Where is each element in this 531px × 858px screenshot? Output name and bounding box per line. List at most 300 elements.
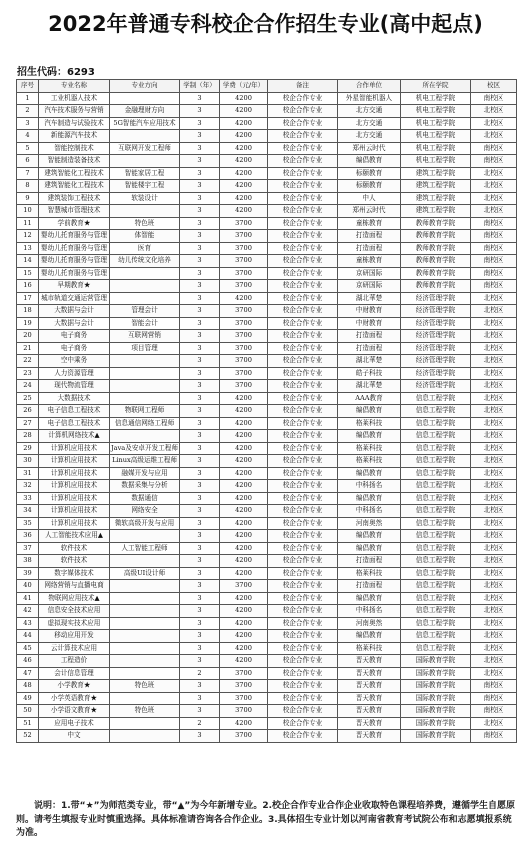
- cell-major: 建筑智能化工程技术: [39, 167, 110, 180]
- cell-index: 1: [17, 92, 39, 105]
- cell-direction: 智能家居工程: [110, 167, 180, 180]
- cell-duration: 3: [180, 292, 220, 305]
- cell-major: 城市轨道交通运营管理: [39, 292, 110, 305]
- table-row: [17, 467, 517, 480]
- table-row: [17, 530, 517, 543]
- cell-partner: 皓子科技: [338, 367, 401, 380]
- table-row: [17, 280, 517, 293]
- cell-college: 信息工程学院: [401, 555, 471, 568]
- cell-partner: 格莱科技: [338, 455, 401, 468]
- cell-college: 教师教育学院: [401, 255, 471, 268]
- cell-duration: 3: [180, 192, 220, 205]
- cell-remark: 校企合作专业: [268, 492, 338, 505]
- cell-major: 中文: [39, 730, 110, 743]
- cell-duration: 3: [180, 542, 220, 555]
- cell-major: 现代物流管理: [39, 380, 110, 393]
- cell-index: 50: [17, 705, 39, 718]
- cell-campus: 北校区: [471, 330, 517, 343]
- cell-campus: 北校区: [471, 567, 517, 580]
- cell-remark: 校企合作专业: [268, 455, 338, 468]
- cell-remark: 校企合作专业: [268, 342, 338, 355]
- cell-remark: 校企合作专业: [268, 405, 338, 418]
- cell-duration: 3: [180, 342, 220, 355]
- cell-index: 47: [17, 667, 39, 680]
- table-row: [17, 542, 517, 555]
- cell-tuition: 4200: [220, 542, 268, 555]
- cell-tuition: 4200: [220, 405, 268, 418]
- cell-campus: 北校区: [471, 617, 517, 630]
- cell-major: 云计算技术应用: [39, 642, 110, 655]
- cell-tuition: 4200: [220, 417, 268, 430]
- cell-major: 网络营销与直播电商: [39, 580, 110, 593]
- cell-tuition: 4200: [220, 555, 268, 568]
- cell-remark: 校企合作专业: [268, 480, 338, 493]
- cell-duration: 3: [180, 217, 220, 230]
- cell-direction: 智能楼宇工程: [110, 180, 180, 193]
- cell-remark: 校企合作专业: [268, 655, 338, 668]
- cell-remark: 校企合作专业: [268, 380, 338, 393]
- table-row: [17, 355, 517, 368]
- table-header-row: [17, 80, 517, 93]
- table-row: [17, 655, 517, 668]
- cell-major: 汽车制造与试验技术: [39, 117, 110, 130]
- cell-duration: 2: [180, 717, 220, 730]
- cell-direction: 幼儿传统文化培养: [110, 255, 180, 268]
- cell-tuition: 4200: [220, 505, 268, 518]
- cell-college: 机电工程学院: [401, 117, 471, 130]
- cell-direction: [110, 205, 180, 218]
- table-row: [17, 92, 517, 105]
- cell-tuition: 3700: [220, 580, 268, 593]
- cell-partner: 中科扬名: [338, 480, 401, 493]
- cell-remark: 校企合作专业: [268, 305, 338, 318]
- cell-tuition: 4200: [220, 92, 268, 105]
- cell-index: 45: [17, 642, 39, 655]
- cell-tuition: 3700: [220, 317, 268, 330]
- cell-tuition: 3700: [220, 705, 268, 718]
- cell-partner: 标颐教育: [338, 180, 401, 193]
- cell-tuition: 4200: [220, 630, 268, 643]
- cell-college: 国际教育学院: [401, 667, 471, 680]
- cell-major: 计算机应用技术: [39, 467, 110, 480]
- cell-index: 43: [17, 617, 39, 630]
- cell-duration: 3: [180, 392, 220, 405]
- cell-campus: 北校区: [471, 117, 517, 130]
- cell-tuition: 3700: [220, 680, 268, 693]
- cell-duration: 3: [180, 105, 220, 118]
- table-row: [17, 392, 517, 405]
- cell-remark: 校企合作专业: [268, 117, 338, 130]
- table-row: [17, 167, 517, 180]
- cell-remark: 校企合作专业: [268, 292, 338, 305]
- cell-college: 教师教育学院: [401, 267, 471, 280]
- cell-index: 2: [17, 105, 39, 118]
- table-row: [17, 430, 517, 443]
- cell-direction: [110, 630, 180, 643]
- cell-tuition: 3700: [220, 342, 268, 355]
- cell-remark: 校企合作专业: [268, 530, 338, 543]
- cell-campus: 北校区: [471, 630, 517, 643]
- cell-partner: 中科扬名: [338, 505, 401, 518]
- cell-campus: 北校区: [471, 530, 517, 543]
- cell-partner: 晋天教育: [338, 705, 401, 718]
- cell-campus: 北校区: [471, 717, 517, 730]
- cell-campus: 北校区: [471, 430, 517, 443]
- cell-campus: 北校区: [471, 305, 517, 318]
- cell-college: 国际教育学院: [401, 730, 471, 743]
- cell-direction: 人工智能工程师: [110, 542, 180, 555]
- cell-campus: 北校区: [471, 392, 517, 405]
- cell-index: 39: [17, 567, 39, 580]
- cell-major: 人力资源管理: [39, 367, 110, 380]
- table-row: [17, 380, 517, 393]
- cell-direction: 特色班: [110, 217, 180, 230]
- cell-partner: 外星智能机器人: [338, 92, 401, 105]
- cell-tuition: 3700: [220, 230, 268, 243]
- cell-partner: 编倡教育: [338, 530, 401, 543]
- cell-duration: 3: [180, 617, 220, 630]
- cell-direction: [110, 642, 180, 655]
- cell-partner: 打造面程: [338, 580, 401, 593]
- cell-college: 信息工程学院: [401, 492, 471, 505]
- cell-duration: 3: [180, 167, 220, 180]
- cell-index: 4: [17, 130, 39, 143]
- cell-partner: 晋天教育: [338, 655, 401, 668]
- cell-college: 信息工程学院: [401, 517, 471, 530]
- cell-partner: 编倡教育: [338, 405, 401, 418]
- cell-tuition: 4200: [220, 492, 268, 505]
- cell-campus: 北校区: [471, 367, 517, 380]
- cell-index: 9: [17, 192, 39, 205]
- cell-index: 52: [17, 730, 39, 743]
- cell-college: 信息工程学院: [401, 580, 471, 593]
- cell-remark: 校企合作专业: [268, 317, 338, 330]
- cell-duration: 3: [180, 680, 220, 693]
- cell-major: 计算机应用技术: [39, 505, 110, 518]
- cell-college: 建筑工程学院: [401, 167, 471, 180]
- cell-major: 大数据与会计: [39, 305, 110, 318]
- table-row: [17, 292, 517, 305]
- cell-campus: 北校区: [471, 417, 517, 430]
- table-row: [17, 642, 517, 655]
- table-row: [17, 667, 517, 680]
- cell-remark: 校企合作专业: [268, 642, 338, 655]
- cell-tuition: 4200: [220, 205, 268, 218]
- cell-college: 经济管理学院: [401, 305, 471, 318]
- table-row: [17, 317, 517, 330]
- cell-remark: 校企合作专业: [268, 442, 338, 455]
- cell-index: 18: [17, 305, 39, 318]
- cell-college: 信息工程学院: [401, 530, 471, 543]
- cell-college: 信息工程学院: [401, 467, 471, 480]
- cell-campus: 北校区: [471, 492, 517, 505]
- cell-remark: 校企合作专业: [268, 367, 338, 380]
- cell-duration: 3: [180, 592, 220, 605]
- cell-partner: AAA教育: [338, 392, 401, 405]
- cell-major: 计算机网络技术▲: [39, 430, 110, 443]
- cell-tuition: 4200: [220, 142, 268, 155]
- cell-campus: 南校区: [471, 155, 517, 168]
- cell-duration: 3: [180, 180, 220, 193]
- cell-campus: 南校区: [471, 692, 517, 705]
- cell-index: 46: [17, 655, 39, 668]
- cell-duration: 3: [180, 417, 220, 430]
- header-partner: 合作单位: [338, 80, 401, 93]
- cell-remark: 校企合作专业: [268, 567, 338, 580]
- table-row: [17, 592, 517, 605]
- cell-index: 51: [17, 717, 39, 730]
- cell-index: 8: [17, 180, 39, 193]
- cell-index: 10: [17, 205, 39, 218]
- cell-campus: 北校区: [471, 667, 517, 680]
- cell-college: 国际教育学院: [401, 655, 471, 668]
- cell-partner: 晋天教育: [338, 680, 401, 693]
- cell-partner: 打造面程: [338, 330, 401, 343]
- cell-campus: 北校区: [471, 105, 517, 118]
- cell-college: 教师教育学院: [401, 280, 471, 293]
- page-title: 2022年普通专科校企合作招生专业(高中起点): [48, 12, 483, 36]
- header-direction: 专业方向: [110, 80, 180, 93]
- cell-remark: 校企合作专业: [268, 217, 338, 230]
- cell-college: 信息工程学院: [401, 480, 471, 493]
- cell-index: 13: [17, 242, 39, 255]
- cell-index: 16: [17, 280, 39, 293]
- cell-direction: 医育: [110, 242, 180, 255]
- table-row: [17, 605, 517, 618]
- cell-major: 建筑智能化工程技术: [39, 180, 110, 193]
- cell-tuition: 3700: [220, 255, 268, 268]
- cell-partner: 中科扬名: [338, 605, 401, 618]
- table-row: [17, 180, 517, 193]
- cell-index: 19: [17, 317, 39, 330]
- cell-remark: 校企合作专业: [268, 180, 338, 193]
- cell-remark: 校企合作专业: [268, 605, 338, 618]
- cell-duration: 3: [180, 242, 220, 255]
- cell-index: 31: [17, 467, 39, 480]
- cell-tuition: 3700: [220, 367, 268, 380]
- cell-campus: 北校区: [471, 542, 517, 555]
- cell-index: 27: [17, 417, 39, 430]
- cell-remark: 校企合作专业: [268, 555, 338, 568]
- table-row: [17, 580, 517, 593]
- cell-duration: 3: [180, 730, 220, 743]
- cell-duration: 3: [180, 692, 220, 705]
- table-row: [17, 155, 517, 168]
- cell-college: 信息工程学院: [401, 630, 471, 643]
- cell-duration: 3: [180, 317, 220, 330]
- cell-duration: 3: [180, 517, 220, 530]
- cell-direction: [110, 667, 180, 680]
- cell-partner: 打造面程: [338, 342, 401, 355]
- cell-partner: 标颐教育: [338, 167, 401, 180]
- cell-college: 经济管理学院: [401, 380, 471, 393]
- cell-partner: 北方交通: [338, 130, 401, 143]
- table-row: [17, 417, 517, 430]
- cell-direction: [110, 430, 180, 443]
- cell-index: 7: [17, 167, 39, 180]
- table-row: [17, 230, 517, 243]
- cell-index: 44: [17, 630, 39, 643]
- cell-campus: 南校区: [471, 705, 517, 718]
- cell-index: 20: [17, 330, 39, 343]
- cell-college: 教师教育学院: [401, 230, 471, 243]
- cell-college: 经济管理学院: [401, 355, 471, 368]
- cell-college: 建筑工程学院: [401, 205, 471, 218]
- cell-college: 教师教育学院: [401, 217, 471, 230]
- cell-campus: 南校区: [471, 680, 517, 693]
- cell-partner: 晋天教育: [338, 667, 401, 680]
- cell-duration: 3: [180, 330, 220, 343]
- cell-duration: 2: [180, 667, 220, 680]
- cell-remark: 校企合作专业: [268, 255, 338, 268]
- cell-duration: 3: [180, 267, 220, 280]
- cell-major: 信息安全技术应用: [39, 605, 110, 618]
- cell-tuition: 3700: [220, 280, 268, 293]
- cell-college: 信息工程学院: [401, 392, 471, 405]
- cell-remark: 校企合作专业: [268, 417, 338, 430]
- cell-duration: 3: [180, 305, 220, 318]
- cell-major: 汽车技术服务与营销: [39, 105, 110, 118]
- header-major: 专业名称: [39, 80, 110, 93]
- cell-tuition: 3700: [220, 730, 268, 743]
- cell-major: 数字媒体技术: [39, 567, 110, 580]
- cell-major: 应用电子技术: [39, 717, 110, 730]
- cell-tuition: 4200: [220, 642, 268, 655]
- cell-major: 软件技术: [39, 555, 110, 568]
- cell-partner: 湖北華楚: [338, 292, 401, 305]
- cell-tuition: 4200: [220, 480, 268, 493]
- cell-direction: 项目管理: [110, 342, 180, 355]
- cell-college: 建筑工程学院: [401, 192, 471, 205]
- cell-tuition: 4200: [220, 467, 268, 480]
- cell-direction: 融媒开发与应用: [110, 467, 180, 480]
- cell-remark: 校企合作专业: [268, 580, 338, 593]
- cell-tuition: 4200: [220, 592, 268, 605]
- cell-direction: [110, 267, 180, 280]
- notes-text: 说明：1.带“★”为师范类专业，带“▲”为今年新增专业。2.校企合作专业合作企业收取特色课程培养费，遵循学生自愿原则。请考生填报专业时慎重选择。具体标准请咨询各合作企业。3.具体招生专业计划以河南省教育考试院公布和志愿填报系统为准。: [16, 801, 516, 838]
- cell-tuition: 4200: [220, 155, 268, 168]
- cell-campus: 北校区: [471, 167, 517, 180]
- cell-major: 智慧城市管理技术: [39, 205, 110, 218]
- cell-major: 计算机应用技术: [39, 480, 110, 493]
- cell-tuition: 4200: [220, 167, 268, 180]
- cell-campus: 北校区: [471, 442, 517, 455]
- header-duration: 学制（年）: [180, 80, 220, 93]
- cell-campus: 北校区: [471, 455, 517, 468]
- cell-index: 5: [17, 142, 39, 155]
- cell-remark: 校企合作专业: [268, 330, 338, 343]
- cell-campus: 北校区: [471, 580, 517, 593]
- cell-duration: 3: [180, 630, 220, 643]
- table-row: [17, 192, 517, 205]
- cell-major: 智能控制技术: [39, 142, 110, 155]
- cell-campus: 北校区: [471, 292, 517, 305]
- cell-direction: 物联网工程师: [110, 405, 180, 418]
- cell-major: 计算机应用技术: [39, 492, 110, 505]
- cell-direction: [110, 280, 180, 293]
- cell-direction: 微软高级开发与应用: [110, 517, 180, 530]
- header-college: 所在学院: [401, 80, 471, 93]
- cell-duration: 3: [180, 142, 220, 155]
- cell-index: 14: [17, 255, 39, 268]
- cell-major: 建筑装饰工程技术: [39, 192, 110, 205]
- cell-campus: 北校区: [471, 317, 517, 330]
- enrollment-code: 招生代码：6293: [17, 67, 95, 78]
- cell-partner: 中人: [338, 192, 401, 205]
- cell-direction: 特色班: [110, 705, 180, 718]
- cell-campus: 北校区: [471, 517, 517, 530]
- cell-remark: 校企合作专业: [268, 205, 338, 218]
- cell-duration: 3: [180, 455, 220, 468]
- cell-campus: 北校区: [471, 555, 517, 568]
- cell-college: 信息工程学院: [401, 542, 471, 555]
- cell-duration: 3: [180, 230, 220, 243]
- header-tuition: 学费（元/年）: [220, 80, 268, 93]
- cell-major: 电子商务: [39, 342, 110, 355]
- cell-partner: 湖北華楚: [338, 380, 401, 393]
- header-remark: 备注: [268, 80, 338, 93]
- cell-campus: 北校区: [471, 642, 517, 655]
- cell-remark: 校企合作专业: [268, 280, 338, 293]
- cell-duration: 3: [180, 555, 220, 568]
- cell-remark: 校企合作专业: [268, 92, 338, 105]
- cell-duration: 3: [180, 580, 220, 593]
- cell-remark: 校企合作专业: [268, 667, 338, 680]
- cell-tuition: 4200: [220, 117, 268, 130]
- table-row: [17, 480, 517, 493]
- cell-direction: [110, 530, 180, 543]
- cell-direction: [110, 367, 180, 380]
- table-body: [17, 92, 517, 742]
- table-row: [17, 505, 517, 518]
- table-row: [17, 442, 517, 455]
- cell-major: 大数据技术: [39, 392, 110, 405]
- cell-index: 37: [17, 542, 39, 555]
- cell-major: 婴幼儿托育服务与管理: [39, 267, 110, 280]
- cell-major: 智能制造装备技术: [39, 155, 110, 168]
- cell-partner: 中财教育: [338, 317, 401, 330]
- cell-major: 学前教育★: [39, 217, 110, 230]
- cell-college: 建筑工程学院: [401, 180, 471, 193]
- cell-direction: 互联网开发工程师: [110, 142, 180, 155]
- cell-college: 国际教育学院: [401, 717, 471, 730]
- cell-campus: 北校区: [471, 592, 517, 605]
- cell-duration: 3: [180, 655, 220, 668]
- cell-major: 计算机应用技术: [39, 442, 110, 455]
- cell-college: 信息工程学院: [401, 642, 471, 655]
- cell-college: 信息工程学院: [401, 430, 471, 443]
- cell-major: 婴幼儿托育服务与管理: [39, 255, 110, 268]
- cell-direction: 金融理财方向: [110, 105, 180, 118]
- cell-college: 信息工程学院: [401, 505, 471, 518]
- cell-major: 人工智能技术应用▲: [39, 530, 110, 543]
- cell-campus: 北校区: [471, 405, 517, 418]
- cell-direction: 数据采集与分析: [110, 480, 180, 493]
- cell-partner: 郑州云时代: [338, 142, 401, 155]
- cell-index: 42: [17, 605, 39, 618]
- cell-partner: 格莱科技: [338, 417, 401, 430]
- cell-direction: [110, 592, 180, 605]
- cell-campus: 南校区: [471, 217, 517, 230]
- cell-major: 早期教育★: [39, 280, 110, 293]
- cell-college: 信息工程学院: [401, 617, 471, 630]
- cell-remark: 校企合作专业: [268, 430, 338, 443]
- cell-remark: 校企合作专业: [268, 142, 338, 155]
- cell-major: 小学教育★: [39, 680, 110, 693]
- cell-campus: 南校区: [471, 142, 517, 155]
- table-row: [17, 517, 517, 530]
- cell-remark: 校企合作专业: [268, 705, 338, 718]
